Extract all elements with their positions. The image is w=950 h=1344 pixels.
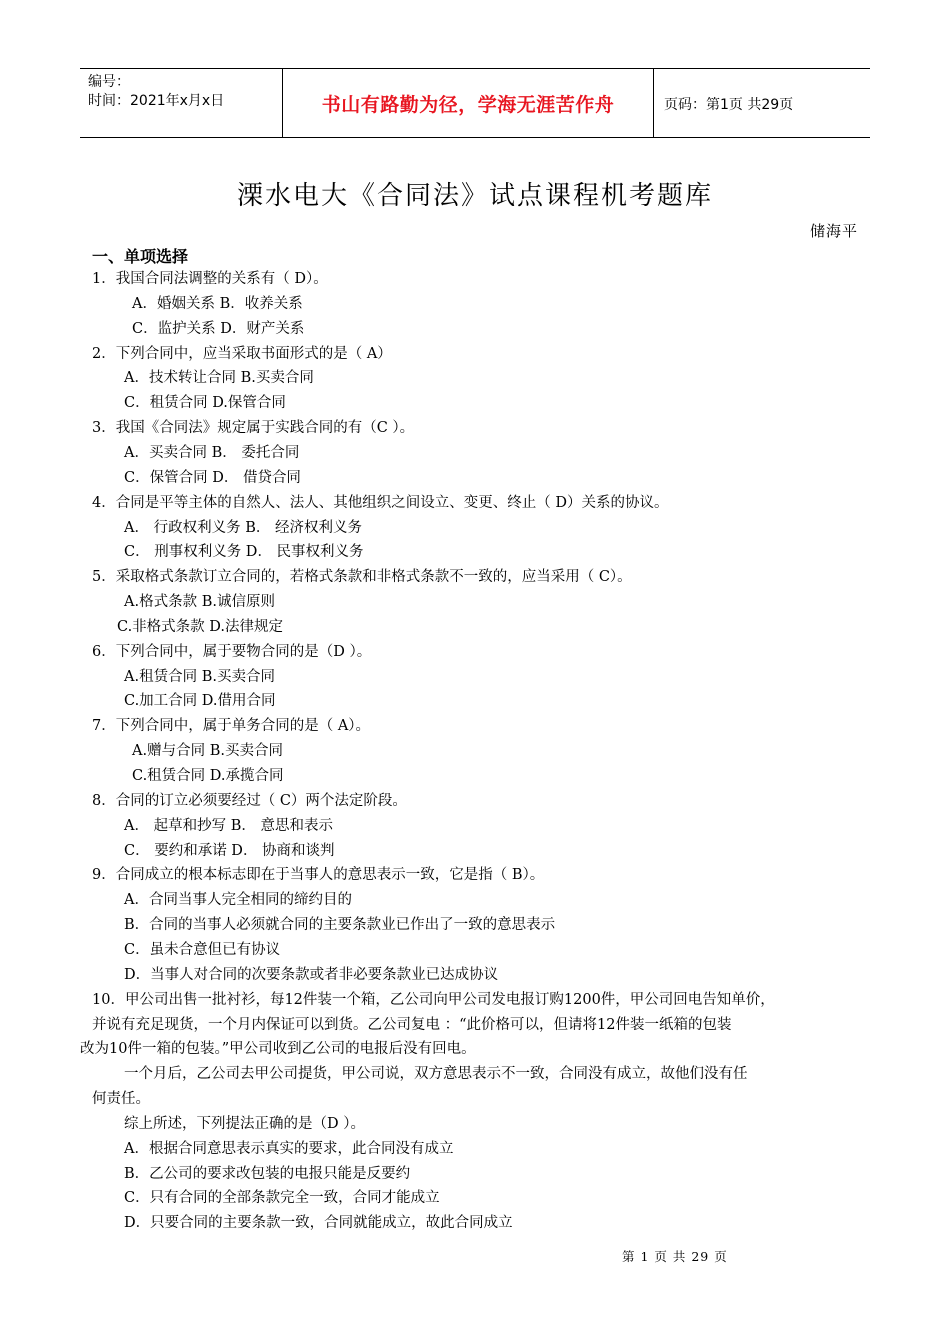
serial-label: 编号： [88,74,130,90]
text-line: D．只要合同的主要条款一致，合同就能成立，故此合同成立 [124,1215,513,1232]
text-line: A． 起草和抄写 B． 意思和表示 [124,817,333,834]
text-line: 何责任。 [92,1091,150,1108]
text-line: C.加工合同 D.借用合同 [124,693,276,710]
motto-text: 书山有路勤为径，学海无涯苦作舟 [321,93,615,116]
text-line: B．合同的当事人必须就合同的主要条款业已作出了一致的意思表示 [124,917,556,934]
text-line: A．根据合同意思表示真实的要求，此合同没有成立 [124,1140,454,1157]
text-line: 2．下列合同中，应当采取书面形式的是（ A） [92,345,392,362]
header-page-info: 页码：第1页 共29页 [664,97,794,113]
text-line: C．租赁合同 D.保管合同 [124,395,286,412]
text-line: 1．我国合同法调整的关系有（ D）。 [92,271,328,287]
text-line: 改为10件一箱的包装。”甲公司收到乙公司的电报后没有回电。 [80,1041,476,1058]
text-line: C．保管合同 D． 借贷合同 [124,469,301,486]
text-line: A.格式条款 B.诚信原则 [124,594,275,611]
text-line: 10．甲公司出售一批衬衫，每12件装一个箱，乙公司向甲公司发电报订购1200件，甲公司回电告知单价， [92,991,775,1008]
time-label: 时间：2021年x月x日 [88,93,225,109]
text-line: 4．合同是平等主体的自然人、法人、其他组织之间设立、变更、终止（ D）关系的协议。 [92,494,669,511]
text-line: C.租赁合同 D.承揽合同 [132,768,284,784]
text-line: 并说有充足现货，一个月内保证可以到货。乙公司复电 ：“此价格可以，但请将12件装一纸箱的包装 [92,1016,732,1033]
page-header [80,68,870,138]
text-line: A． 行政权利义务 B． 经济权利义务 [124,519,362,536]
text-line: C.非格式条款 D.法律规定 [117,618,284,635]
text-line: 3．我国《合同法》规定属于实践合同的有（C ）。 [92,420,415,437]
text-line: C．虽未合意但已有协议 [124,941,281,958]
text-line: 7．下列合同中，属于单务合同的是（ A）。 [92,718,371,735]
document-author: 储海平 [809,222,858,240]
header-motto-cell [282,69,654,137]
text-line: A．技术转让合同 B.买卖合同 [124,370,314,387]
text-line: C．只有合同的全部条款完全一致，合同才能成立 [124,1190,440,1207]
text-line: D．当事人对合同的次要条款或者非必要条款业已达成协议 [124,966,499,983]
text-line: B．乙公司的要求改包装的电报只能是反要约 [124,1165,411,1182]
text-line: 8．合同的订立必须要经过（ C）两个法定阶段。 [92,792,407,809]
text-line: A．合同当事人完全相同的缔约目的 [124,892,352,909]
text-line: 9．合同成立的根本标志即在于当事人的意思表示一致，它是指（ B）。 [92,867,545,884]
page-footer: 第 1 页 共 29 页 [622,1249,728,1264]
text-line: C．监护关系 D．财产关系 [132,320,305,337]
section-heading: 一、单项选择 [92,247,189,266]
text-line: C． 刑事权利义务 D． 民事权利义务 [124,544,364,561]
text-line: 5．采取格式条款订立合同的，若格式条款和非格式条款不一致的，应当采用（ C）。 [92,569,632,586]
text-line: 6．下列合同中，属于要物合同的是（D ）。 [92,643,372,660]
text-line: A．婚姻关系 B．收养关系 [132,295,303,312]
text-line: A.租赁合同 B.买卖合同 [124,668,275,685]
header-meta [88,73,278,111]
text-line: 一个月后，乙公司去甲公司提货，甲公司说，双方意思表示不一致，合同没有成立，故他们没有任 [124,1066,748,1083]
document-title: 溧水电大《合同法》试点课程机考题库 [236,181,713,211]
text-line: A.赠与合同 B.买卖合同 [132,743,283,760]
text-line: C． 要约和承诺 D． 协商和谈判 [124,842,335,859]
text-line: 综上所述，下列提法正确的是（D ）。 [124,1115,365,1132]
text-line: A．买卖合同 B． 委托合同 [124,444,300,461]
